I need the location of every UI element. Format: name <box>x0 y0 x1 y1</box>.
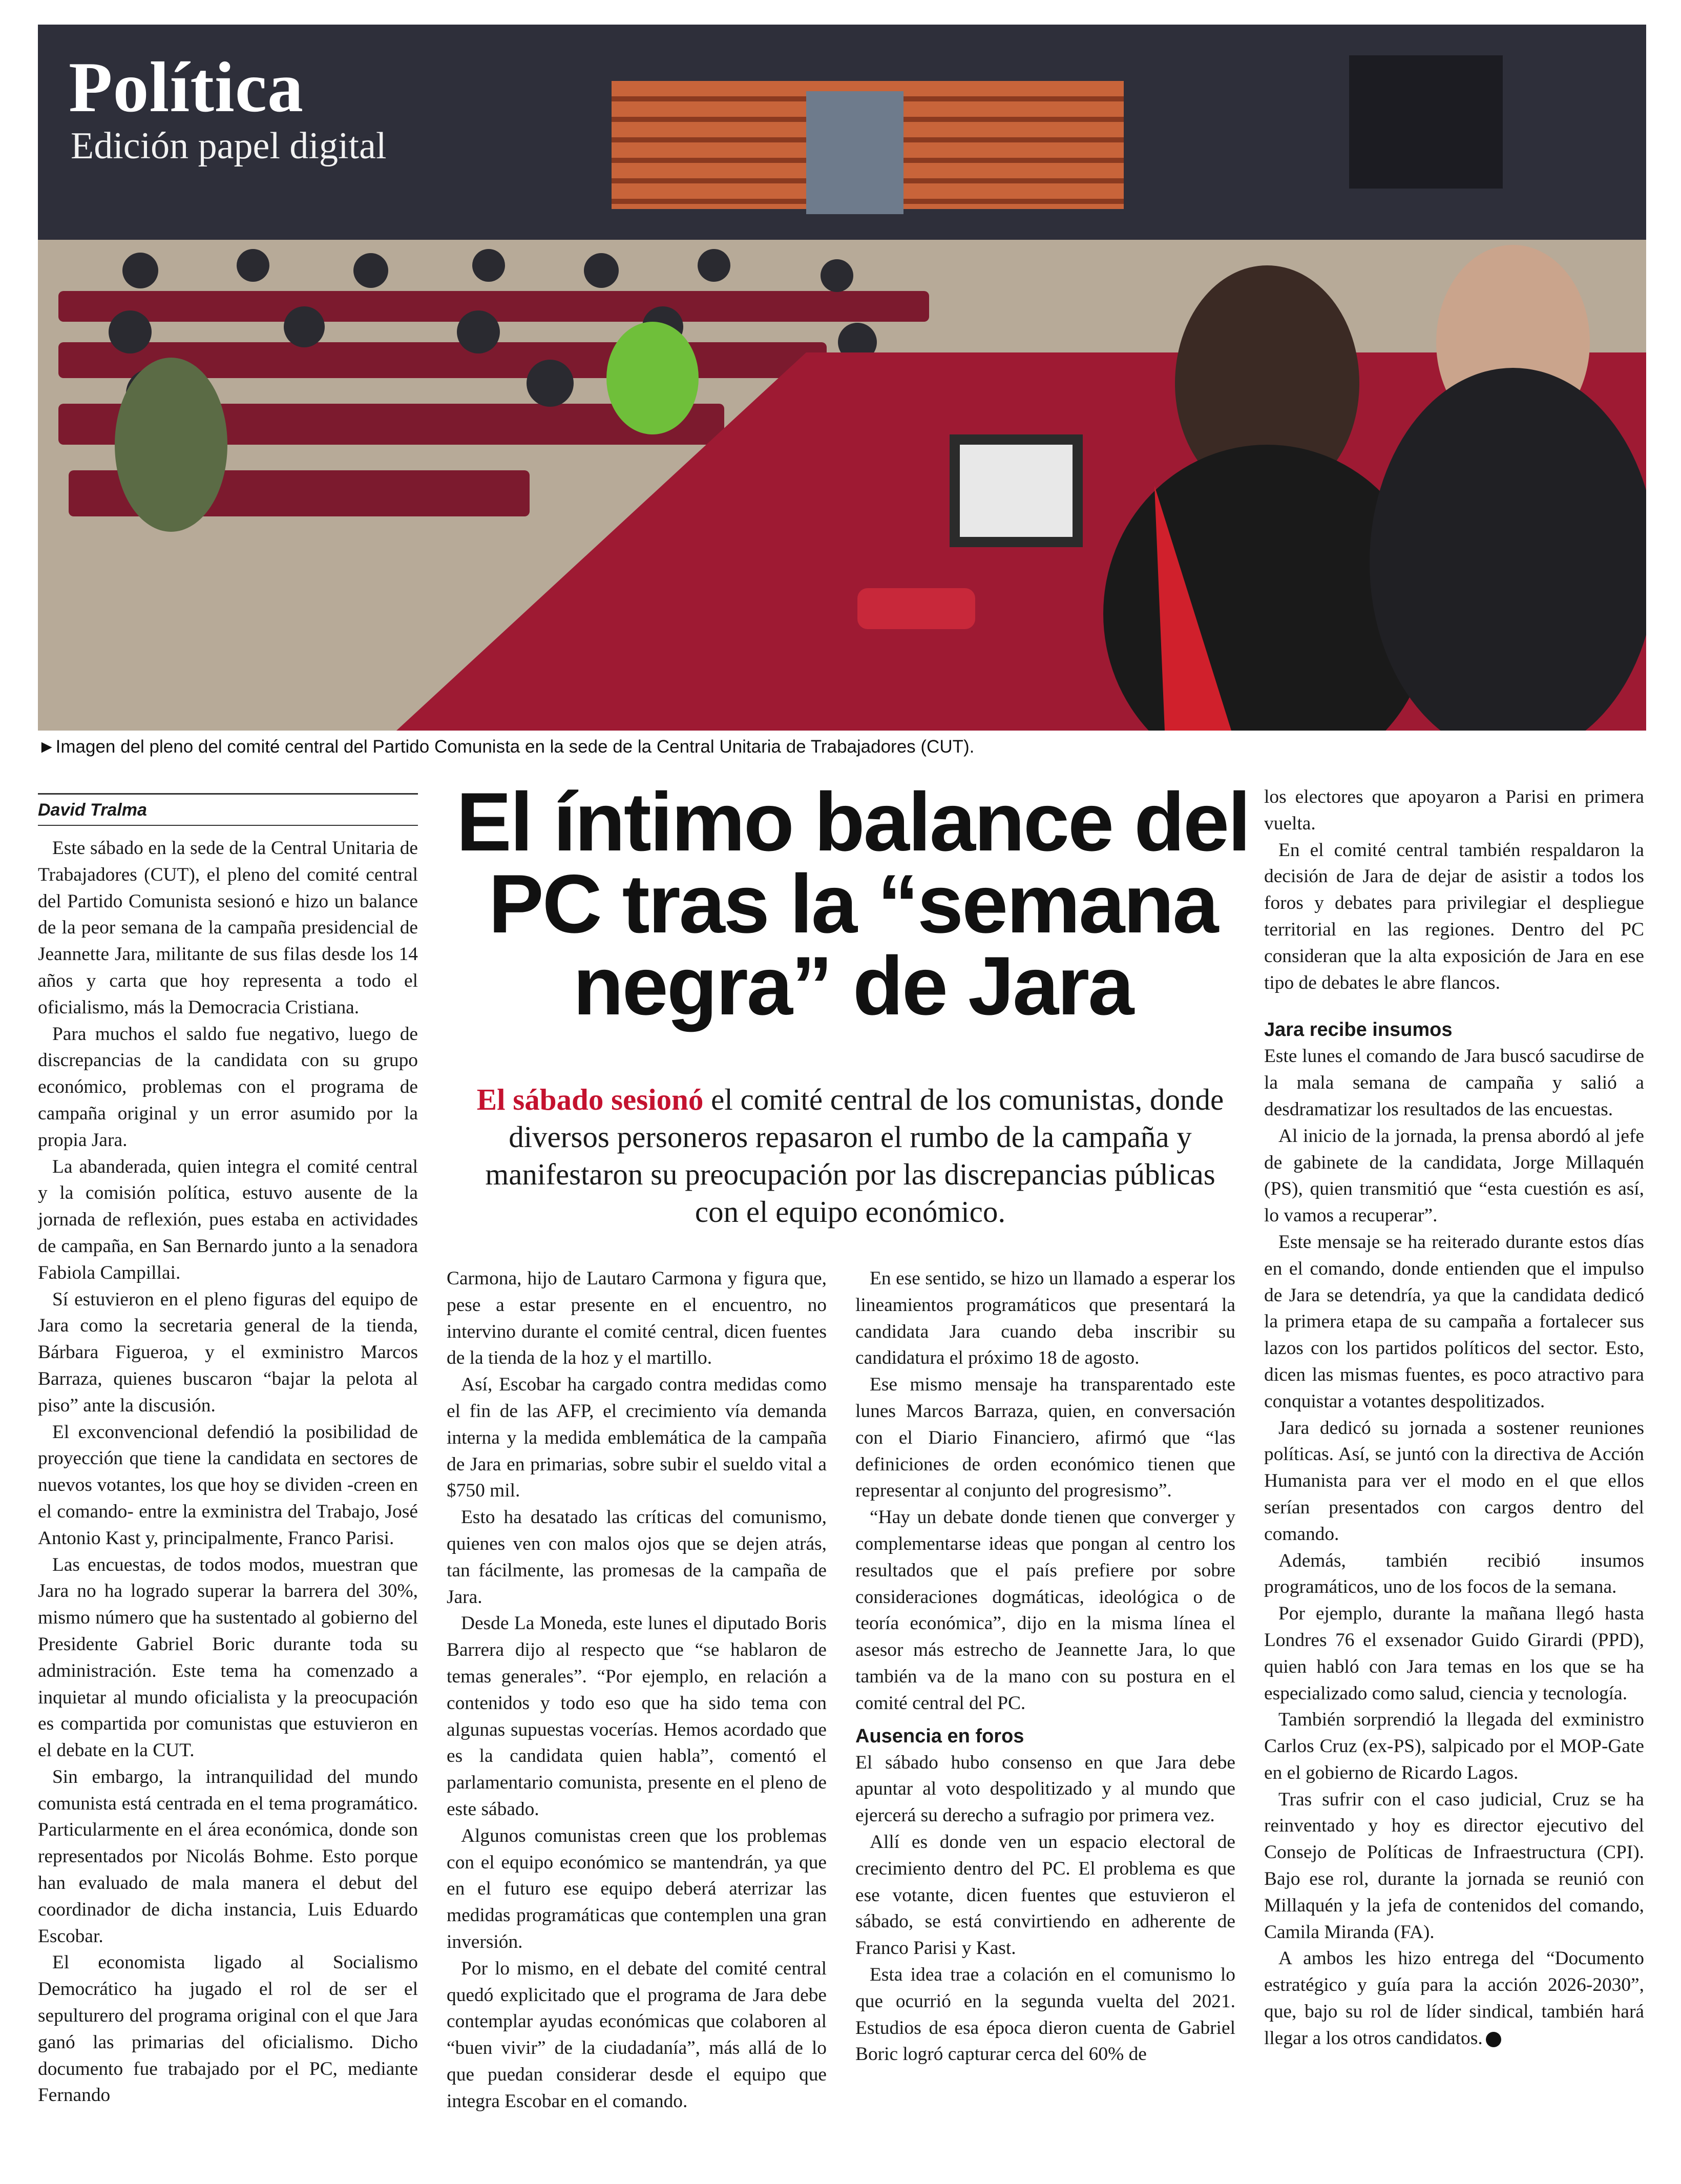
column-3 <box>855 1265 1235 2068</box>
paragraph: Esto ha desatado las críticas del comunismo, quienes ven con malos ojos que se dejen atrás, tan fácilmente, las promesas de la campaña de Jara. <box>447 1507 827 1608</box>
paragraph: “Hay un debate donde tienen que converger y complementarse ideas que pongan al centro los resultados que el país prefiere por sobre consideraciones dogmáticas, ideológica o de teoría económica”, dijo en la misma línea el asesor más estrecho de Jeannette Jara, lo que también va de la mano con su postura en el comité central del PC. <box>855 1507 1235 1714</box>
paragraph: Sin embargo, la intranquilidad del mundo comunista está centrada en el tema programático. Particularmente en el área económica, donde son representados por Nicolás Bohme. Esto porque han evaluado de mala manera el debut del coordinador de dicha instancia, Luis Eduardo Escobar. <box>38 1766 418 1947</box>
paragraph: Así, Escobar ha cargado contra medidas como el fin de las AFP, el crecimiento vía demanda interna y la medida emblemática de la campaña de Jara en primarias, sobre subir el sueldo vital a $750 mil. <box>447 1374 827 1502</box>
paragraph: Además, también recibió insumos programáticos, uno de los focos de la semana. <box>1264 1550 1644 1598</box>
author-rule-top <box>38 793 418 795</box>
paragraph: En el comité central también respaldaron la decisión de Jara de dejar de asistir a todos los foros y debates para privilegiar el despliegue territorial en las regiones. Dentro del PC consideran que la alta exposición de Jara en ese tipo de debates le abre flancos. <box>1264 839 1644 993</box>
paragraph: El economista ligado al Socialismo Democrático ha jugado el rol de ser el sepulturero del programa original con el que Jara ganó las primarias del oficialismo. Dicho documento fue trabajado por el PC, mediante Fernando <box>38 1952 418 2106</box>
meeting-photo <box>38 25 1646 731</box>
author-rule-bottom <box>38 825 418 826</box>
paragraph: El sábado hubo consenso en que Jara debe apuntar al voto despolitizado y al mundo que ejercerá su derecho a sufragio por primera vez. <box>855 1752 1235 1826</box>
column-2 <box>447 1265 827 2115</box>
dek <box>471 1081 1229 1231</box>
end-of-article-dot-icon <box>1486 2032 1501 2047</box>
paragraph: La abanderada, quien integra el comité central y la comisión política, estuvo ausente de la jornada de reflexión, pues estaba en actividades de campaña, en San Bernardo junto a la senadora Fabiola Campillai. <box>38 1156 418 1283</box>
section-title: Política <box>69 48 304 127</box>
paragraph: El exconvencional defendió la posibilidad de proyección que tiene la candidata en sectores de nuevos votantes, los que hoy se dividen -creen en el comando- entre la exministra del Trabajo, José Antonio Kast y, principalmente, Franco Parisi. <box>38 1421 418 1549</box>
paragraph: Por ejemplo, durante la mañana llegó hasta Londres 76 el exsenador Guido Girardi (PPD), quien habló con Jara temas en los que se ha especializado como salud, ciencia y tecnología. <box>1264 1603 1644 1704</box>
paragraph: Para muchos el saldo fue negativo, luego de discrepancias de la candidata con su grupo económico, problemas con el programa de campaña original y un error asumido por la propia Jara. <box>38 1023 418 1151</box>
paragraph: En ese sentido, se hizo un llamado a esperar los lineamientos programáticos que presentará la candidata Jara cuando deba inscribir su candidatura el próximo 18 de agosto. <box>855 1268 1235 1369</box>
paragraph: Este mensaje se ha reiterado durante estos días en el comando, donde entienden que el impulso de Jara se detendría, ya que la candidata dedicó la primera etapa de su campaña a fortalecer sus lazos con los partidos políticos del sector. Esto, dicen las mismas fuentes, es poco atractivo para conquistar a votantes despolitizados. <box>1264 1231 1644 1412</box>
paragraph: Tras sufrir con el caso judicial, Cruz se ha reinventado y hoy es director ejecutivo del Consejo de Políticas de Infraestructura (CPI). Bajo ese rol, durante la jornada se reunió con Millaquén y la jefa de contenidos del comando, Camila Miranda (FA). <box>1264 1788 1644 1943</box>
paragraph-text: A ambos les hizo entrega del “Documento estratégico y guía para la acción 2026-2030”, que, bajo su rol de líder sindical, también hará llegar a los otros candidatos. <box>1264 1948 1644 2049</box>
column-4 <box>1264 784 1644 2052</box>
paragraph: Carmona, hijo de Lautaro Carmona y figura que, pese a estar presente en el encuentro, no intervino durante el comité central, dicen fuentes de la tienda de la hoz y el martillo. <box>447 1268 827 1369</box>
author-byline: David Tralma <box>38 800 147 820</box>
paragraph: Las encuestas, de todos modos, muestran que Jara no ha logrado superar la barrera del 30%, mismo número que ha sustentado al gobierno del Presidente Gabriel Boric durante toda su administración. Este tema ha comenzado a inquietar al mundo oficialista y la preocupación es compartida por comunistas que estuvieron en el debate en la CUT. <box>38 1554 418 1761</box>
column-1 <box>38 835 418 2109</box>
paragraph: También sorprendió la llegada del exministro Carlos Cruz (ex-PS), salpicado por el MOP-Gate en el gobierno de Ricardo Lagos. <box>1264 1709 1644 1783</box>
photo-caption: ►Imagen del pleno del comité central del Partido Comunista en la sede de la Central Unitaria de Trabajadores (CUT). <box>38 737 975 757</box>
subheading: Ausencia en foros <box>855 1725 1024 1747</box>
dek-lead: El sábado sesionó <box>476 1083 704 1116</box>
paragraph: Ese mismo mensaje ha transparentado este lunes Marcos Barraza, quien, en conversación con el Diario Financiero, afirmó que “las definiciones de orden económico tienen que representar al conjunto del progresismo”. <box>855 1374 1235 1502</box>
paragraph: Sí estuvieron en el pleno figuras del equipo de Jara como la secretaria general de la tienda, Bárbara Figueroa, y el exministro Marcos Barraza, quienes buscaron “bajar la pelota al piso” ante la discusión. <box>38 1288 418 1416</box>
paragraph: Por lo mismo, en el debate del comité central quedó explicitado que el programa de Jara debe contemplar ayudas económicas que colaboren al “buen vivir” de la ciudadanía”, más allá de lo que puedan considerar desde el equipo que integra Escobar en el comando. <box>447 1958 827 2112</box>
paragraph: los electores que apoyaron a Parisi en primera vuelta. <box>1264 786 1644 834</box>
paragraph: Esta idea trae a colación en el comunismo lo que ocurrió en la segunda vuelta del 2021. Estudios de esa época dieron cuenta de Gabriel Boric logró capturar cerca del 60% de <box>855 1964 1235 2065</box>
paragraph: Allí es donde ven un espacio electoral de crecimiento dentro del PC. El problema es que ese votante, dicen fuentes que estuvieron el sábado, se está convirtiendo en adherente de Franco Parisi y Kast. <box>855 1831 1235 1959</box>
paragraph: Algunos comunistas creen que los problemas con el equipo económico se mantendrán, ya que en el futuro ese equipo deberá aterrizar las medidas programáticas que contemplen una gran inversión. <box>447 1825 827 1952</box>
dek-text: el comité central de los comunistas, donde diversos personeros repasaron el rumbo de la campaña y manifestaron su preocupación por las discrepancias públicas con el equipo económico. <box>485 1083 1224 1229</box>
paragraph: Este sábado en la sede de la Central Unitaria de Trabajadores (CUT), el pleno del comité central del Partido Comunista sesionó e hizo un balance de la peor semana de la campaña presidencial de Jeannette Jara, militante de sus filas desde los 14 años y carta que hoy representa a todo el oficialismo, más la Democracia Cristiana. <box>38 838 418 1018</box>
paragraph: Al inicio de la jornada, la prensa abordó al jefe de gabinete de la candidata, Jorge Millaquén (PS), quien transmitió que “esta cuestión es así, lo vamos a recuperar”. <box>1264 1125 1644 1226</box>
headline: El íntimo balance del PC tras la “semana negra” de Jara <box>456 776 1250 1032</box>
subheading: Jara recibe insumos <box>1264 1019 1453 1041</box>
paragraph: Este lunes el comando de Jara buscó sacudirse de la mala semana de campaña y salió a desdramatizar los resultados de las encuestas. <box>1264 1046 1644 1120</box>
paragraph: Desde La Moneda, este lunes el diputado Boris Barrera dijo al respecto que “se hablaron de temas generales”. “Por ejemplo, en relación a contenidos y todo eso que ha sido tema con algunas supuestas vocerías. Hemos acordado que es la candidata quien habla”, comentó el parlamentario comunista, presente en el pleno de este sábado. <box>447 1613 827 1820</box>
paragraph: Jara dedicó su jornada a sostener reuniones políticas. Así, se juntó con la directiva de Acción Humanista para ver el modo en el que ellos serían presentados con cargos dentro del comando. <box>1264 1417 1644 1545</box>
section-subtitle: Edición papel digital <box>71 125 387 167</box>
last-paragraph <box>1264 1945 1644 2051</box>
